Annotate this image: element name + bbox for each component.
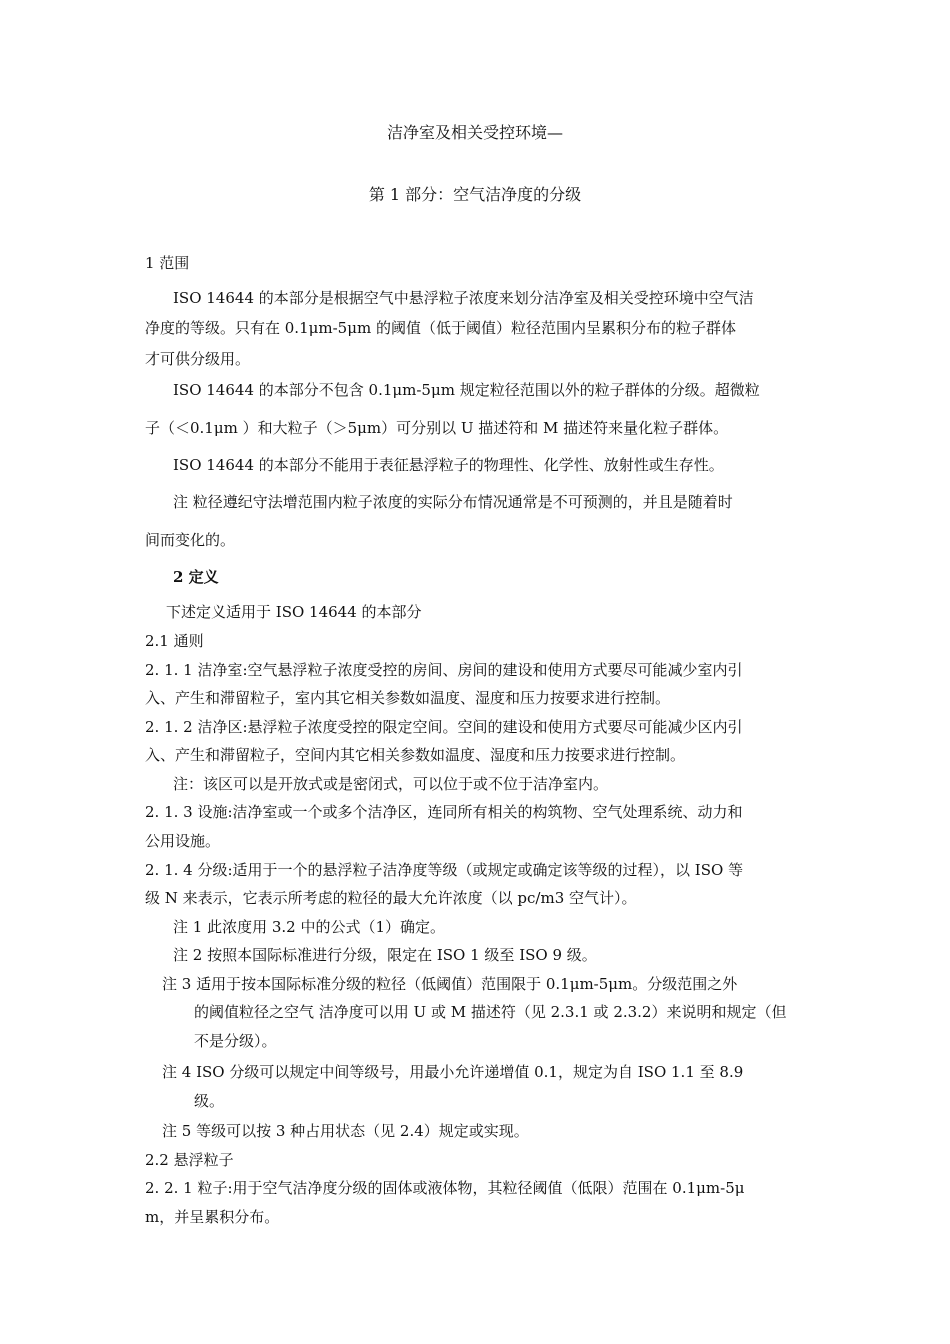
paragraph-line: 才可供分级用。 xyxy=(145,350,251,368)
note-line: 注：该区可以是开放式或是密闭式，可以位于或不位于洁净室内。 xyxy=(173,775,609,793)
subsection-heading: 2.2 悬浮粒子 xyxy=(145,1151,234,1169)
doc-title: 洁净室及相关受控环境— xyxy=(386,123,563,142)
definition-line: 入、产生和滞留粒子，空间内其它相关参数如温度、湿度和压力按要求进行控制。 xyxy=(145,746,686,764)
doc-subtitle: 第 1 部分：空气洁净度的分级 xyxy=(368,185,582,204)
definition-line: 公用设施。 xyxy=(145,832,221,850)
note-line: 注 3 适用于按本国际标准分级的粒径（低阈值）范围限于 0.1μm-5μm。分级范围之外 xyxy=(162,975,738,993)
definition-line: 入、产生和滞留粒子，室内其它相关参数如温度、湿度和压力按要求进行控制。 xyxy=(145,689,671,707)
paragraph-line: 下述定义适用于 ISO 14644 的本部分 xyxy=(166,603,422,621)
paragraph-line: ISO 14644 的本部分不能用于表征悬浮粒子的物理性、化学性、放射性或生存性。 xyxy=(173,456,724,474)
note-line: 不是分级）。 xyxy=(194,1032,277,1050)
note-line: 级。 xyxy=(194,1092,225,1110)
definition-line: 2. 1. 3 设施:洁净室或一个或多个洁净区，连同所有相关的构筑物、空气处理系统、动力和 xyxy=(145,803,743,821)
definition-line: 级 N 来表示，它表示所考虑的粒径的最大允许浓度（以 pc/m3 空气计）。 xyxy=(145,889,637,907)
note-line: 注 粒径遵纪守法增范围内粒子浓度的实际分布情况通常是不可预测的，并且是随着时 xyxy=(173,493,733,511)
note-line: 注 5 等级可以按 3 种占用状态（见 2.4）规定或实现。 xyxy=(162,1122,529,1140)
paragraph-line: 净度的等级。只有在 0.1μm-5μm 的阈值（低于阈值）粒径范围内呈累积分布的粒子群体 xyxy=(145,319,736,337)
note-line: 间而变化的。 xyxy=(145,531,236,549)
note-line: 的阈值粒径之空气 洁净度可以用 U 或 M 描述符（见 2.3.1 或 2.3.2）来说明和规定（但 xyxy=(194,1003,787,1021)
section-heading: 1 范围 xyxy=(145,254,190,272)
definition-line: 2. 1. 4 分级:适用于一个的悬浮粒子洁净度等级（或规定或确定该等级的过程），以 ISO 等 xyxy=(145,861,744,879)
subsection-heading: 2.1 通则 xyxy=(145,632,204,650)
definition-line: 2. 1. 1 洁净室:空气悬浮粒子浓度受控的房间、房间的建设和使用方式要尽可能减少室内引 xyxy=(145,661,743,679)
paragraph-line: ISO 14644 的本部分不包含 0.1μm-5μm 规定粒径范围以外的粒子群体的分级。超微粒 xyxy=(173,381,760,399)
note-line: 注 2 按照本国际标准进行分级，限定在 ISO 1 级至 ISO 9 级。 xyxy=(173,946,597,964)
definition-line: 2. 1. 2 洁净区:悬浮粒子浓度受控的限定空间。空间的建设和使用方式要尽可能减少区内引 xyxy=(145,718,743,736)
definition-line: 2. 2. 1 粒子:用于空气洁净度分级的固体或液体物，其粒径阈值（低限）范围在 0.1μm-5μ xyxy=(145,1179,745,1197)
paragraph-line: 子（＜0.1μm ）和大粒子（＞5μm）可分别以 U 描述符和 M 描述符来量化粒子群体。 xyxy=(145,419,729,437)
note-line: 注 1 此浓度用 3.2 中的公式（1）确定。 xyxy=(173,918,446,936)
note-line: 注 4 ISO 分级可以规定中间等级号，用最小允许递增值 0.1，规定为自 ISO 1.1 至 8.9 xyxy=(162,1063,744,1081)
section-heading: 2 定义 xyxy=(173,568,219,586)
definition-line: m，并呈累积分布。 xyxy=(145,1208,280,1226)
paragraph-line: ISO 14644 的本部分是根据空气中悬浮粒子浓度来划分洁净室及相关受控环境中空气洁 xyxy=(173,289,754,307)
